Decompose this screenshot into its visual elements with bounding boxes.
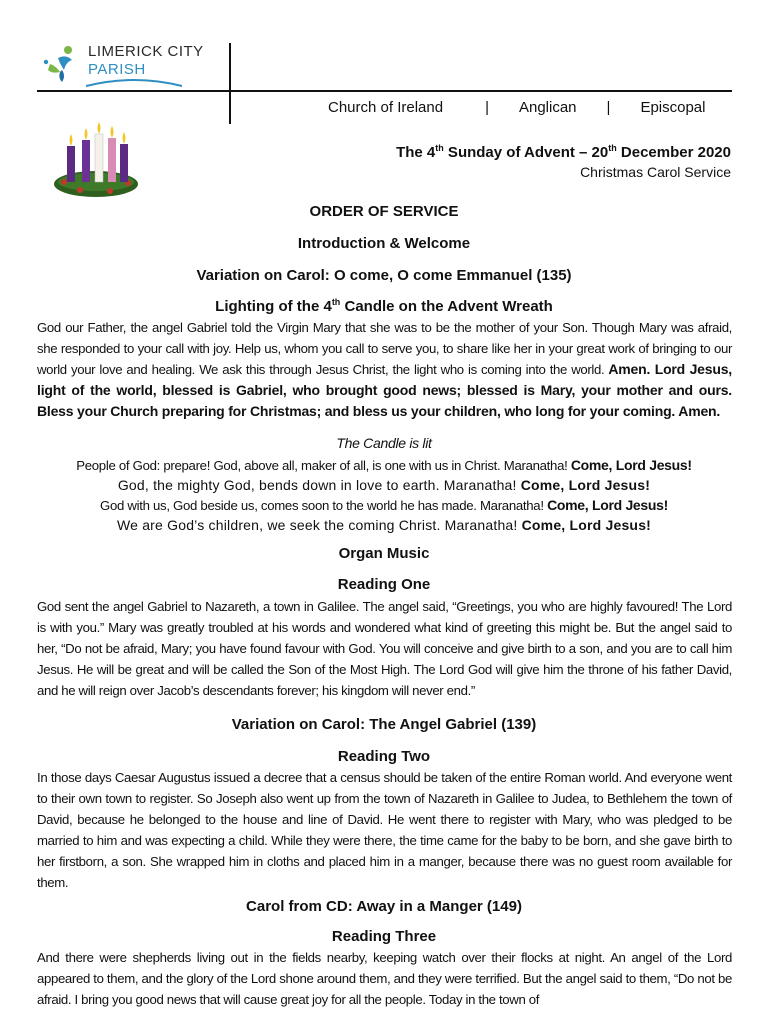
- reading-two-heading: Reading Two: [337, 748, 431, 765]
- parish-logo-icon: [40, 44, 86, 84]
- denominations: [328, 99, 705, 116]
- response-line: God, the mighty God, bends down in love to earth. Maranatha! Come, Lord Jesus!: [117, 477, 651, 493]
- denom-church-of-ireland: Church of Ireland: [328, 99, 444, 116]
- carol-heading-away-in-a-manger: Carol from CD: Away in a Manger (149): [246, 898, 522, 915]
- prayer-paragraph: God our Father, the angel Gabriel told the Virgin Mary that she was to be the mother of your Son. Though Mary was afraid, she responded to your call with joy. Help us, whom you call to serve you, to share like her in your great work of bringing to our world your love and healing. We ask this through Jesus Christ, the light who is coming into the world. Amen. Lord Jesus, light of the world, blessed is Gabriel, who brought good news; blessed is Mary, your mother and ours. Bless your Church preparing for Christmas; and bless us your children, who long for your coming. Amen.: [37, 320, 732, 419]
- denom-separator: |: [485, 99, 489, 116]
- response-line: People of God: prepare! God, above all, maker of all, is one with us in Christ. Maranatha! Come, Lord Jesus!: [76, 457, 692, 473]
- order-of-service-heading: ORDER OF SERVICE: [309, 203, 459, 220]
- denom-anglican: Anglican: [518, 99, 577, 116]
- candle-lit-caption: The Candle is lit: [336, 435, 432, 451]
- carol-heading-emmanuel: Variation on Carol: O come, O come Emmanuel (135): [196, 267, 572, 284]
- organ-music-heading: Organ Music: [338, 545, 430, 562]
- reading-three-heading: Reading Three: [331, 928, 437, 945]
- logo-line-2: PARISH: [88, 61, 146, 78]
- service-subtitle: Christmas Carol Service: [580, 164, 731, 180]
- response-line: We are God’s children, we seek the coming Christ. Maranatha! Come, Lord Jesus!: [116, 517, 652, 533]
- logo-line-1: LIMERICK CITY: [88, 43, 204, 60]
- sunday-title: The 4th Sunday of Advent – 20th December 2020: [396, 143, 731, 161]
- lighting-heading: Lighting of the 4th Candle on the Advent Wreath: [215, 297, 553, 315]
- logo-swoosh-icon: [86, 78, 182, 90]
- carol-heading-angel-gabriel: Variation on Carol: The Angel Gabriel (139): [231, 716, 537, 733]
- header-divider: [229, 43, 231, 124]
- reading-one-heading: Reading One: [337, 576, 431, 593]
- introduction-heading: Introduction & Welcome: [297, 235, 471, 252]
- reading-two-text: In those days Caesar Augustus issued a decree that a census should be taken of the entire Roman world. And everyone went to their own town to register. So Joseph also went up from the town of Nazareth in Galilee to Judea, to Bethlehem the town of David, because he belonged to the house and line of David. He went there to register with Mary, who was pledged to be married to him and was expecting a child. While they were there, the time came for the baby to be born, and she gave birth to her firstborn, a son. She wrapped him in cloths and placed him in a manger, because there was no guest room available for them.: [37, 770, 732, 890]
- response-line: God with us, God beside us, comes soon to the world he has made. Maranatha! Come, Lord Jesus!: [99, 497, 669, 513]
- reading-one-text: God sent the angel Gabriel to Nazareth, a town in Galilee. The angel said, “Greetings, you who are highly favoured! The Lord is with you.” Mary was greatly troubled at his words and wondered what kind of greeting this might be. But the angel said to her, “Do not be afraid, Mary; you have found favour with God. You will conceive and give birth to a son, and you are to call him Jesus. He will be great and will be called the Son of the Most High. The Lord God will give him the throne of his father David, and he will reign over Jacob’s descendants forever; his kingdom will never end.”: [37, 599, 732, 698]
- denom-separator: |: [606, 99, 611, 116]
- denom-episcopal: Episcopal: [640, 99, 706, 116]
- advent-wreath-icon: [50, 122, 142, 200]
- header-rule: [37, 90, 732, 92]
- reading-three-text: And there were shepherds living out in the fields nearby, keeping watch over their flocks at night. An angel of the Lord appeared to them, and the glory of the Lord shone around them, and they were terrified. But the angel said to them, “Do not be afraid. I bring you good news that will cause great joy for all the people. Today in the town of: [37, 950, 732, 1007]
